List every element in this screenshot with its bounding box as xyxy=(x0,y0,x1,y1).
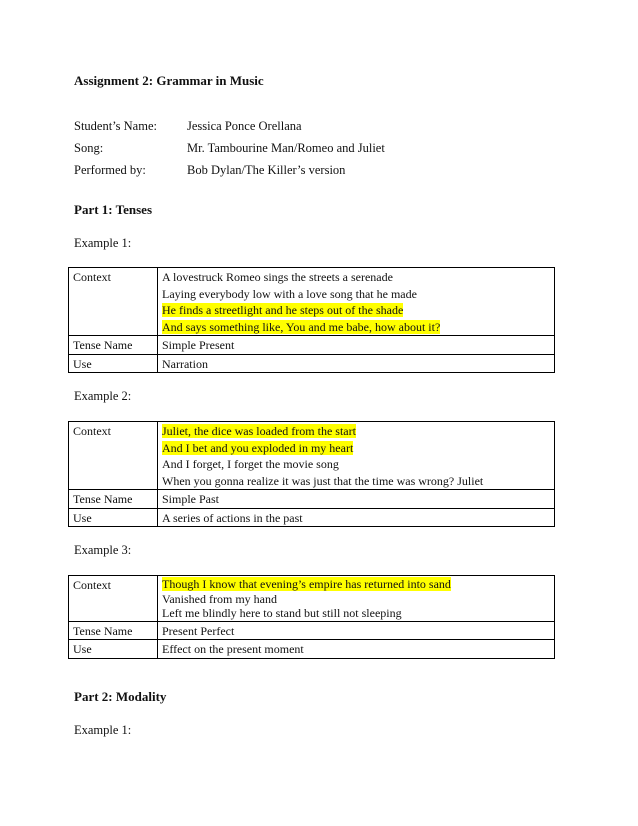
use-label: Use xyxy=(69,354,158,373)
use-value: Narration xyxy=(158,354,555,373)
info-row-song xyxy=(74,137,385,159)
lyric-line xyxy=(162,440,550,457)
lyric-line xyxy=(162,269,550,286)
assignment-title: Assignment 2: Grammar in Music xyxy=(74,73,264,88)
part2-heading: Part 2: Modality xyxy=(74,689,167,704)
tense-name-label: Tense Name xyxy=(69,490,158,509)
part2-example1-heading: Example 1: xyxy=(74,723,132,737)
info-row-name xyxy=(74,115,385,137)
highlighted-lyric-text: And says something like, You and me babe, how about it? xyxy=(162,319,441,334)
example3-table xyxy=(68,575,555,659)
context-row xyxy=(69,422,555,490)
lyric-line xyxy=(162,606,550,621)
info-value: Bob Dylan/The Killer’s version xyxy=(187,163,346,177)
context-label: Context xyxy=(69,268,158,336)
info-label: Student’s Name: xyxy=(74,119,157,133)
lyric-text: Left me blindly here to stand but still not sleeping xyxy=(162,606,402,620)
tense-name-label: Tense Name xyxy=(69,621,158,640)
lyric-text: A lovestruck Romeo sings the streets a serenade xyxy=(162,270,393,284)
tense-name-row xyxy=(69,621,555,640)
use-label: Use xyxy=(69,640,158,659)
example2-heading: Example 2: xyxy=(74,389,132,403)
lyric-line xyxy=(162,577,550,592)
info-value: Mr. Tambourine Man/Romeo and Juliet xyxy=(187,141,385,155)
lyric-line xyxy=(162,456,550,473)
use-label: Use xyxy=(69,508,158,527)
info-row-performed xyxy=(74,159,385,181)
tense-name-row xyxy=(69,336,555,355)
tense-name-value: Simple Present xyxy=(158,336,555,355)
use-row xyxy=(69,354,555,373)
context-label: Context xyxy=(69,576,158,622)
example3-heading: Example 3: xyxy=(74,543,132,557)
tense-name-value: Simple Past xyxy=(158,490,555,509)
example2-table xyxy=(68,421,555,527)
use-row xyxy=(69,640,555,659)
example1-heading: Example 1: xyxy=(74,236,132,250)
highlighted-lyric-text: He finds a streetlight and he steps out of the shade xyxy=(162,303,404,317)
use-value: Effect on the present moment xyxy=(158,640,555,659)
lyric-text: When you gonna realize it was just that the time was wrong? Juliet xyxy=(162,473,484,488)
highlighted-lyric-text: Juliet, the dice was loaded from the start xyxy=(162,424,356,438)
context-row xyxy=(69,576,555,622)
tense-name-row xyxy=(69,490,555,509)
context-cell xyxy=(158,268,555,336)
lyric-text: And I forget, I forget the movie song xyxy=(162,457,339,471)
student-info xyxy=(74,115,385,181)
info-label: Performed by: xyxy=(74,163,146,177)
lyric-text: Laying everybody low with a love song that he made xyxy=(162,286,417,301)
example1-table xyxy=(68,267,555,373)
part1-heading: Part 1: Tenses xyxy=(74,202,152,217)
lyric-line xyxy=(162,473,550,490)
use-value: A series of actions in the past xyxy=(158,508,555,527)
lyric-line xyxy=(162,319,550,336)
lyric-line xyxy=(162,302,550,319)
tense-name-label: Tense Name xyxy=(69,336,158,355)
lyric-line xyxy=(162,286,550,303)
context-cell xyxy=(158,422,555,490)
lyric-text: Vanished from my hand xyxy=(162,591,277,606)
context-cell xyxy=(158,576,555,622)
highlighted-lyric-text: And I bet and you exploded in my heart xyxy=(162,440,354,455)
use-row xyxy=(69,508,555,527)
info-label: Song: xyxy=(74,141,104,155)
context-label: Context xyxy=(69,422,158,490)
lyric-line xyxy=(162,423,550,440)
context-row xyxy=(69,268,555,336)
lyric-line xyxy=(162,592,550,607)
info-value: Jessica Ponce Orellana xyxy=(187,119,302,133)
highlighted-lyric-text: Though I know that evening’s empire has returned into sand xyxy=(162,577,451,591)
tense-name-value: Present Perfect xyxy=(158,621,555,640)
